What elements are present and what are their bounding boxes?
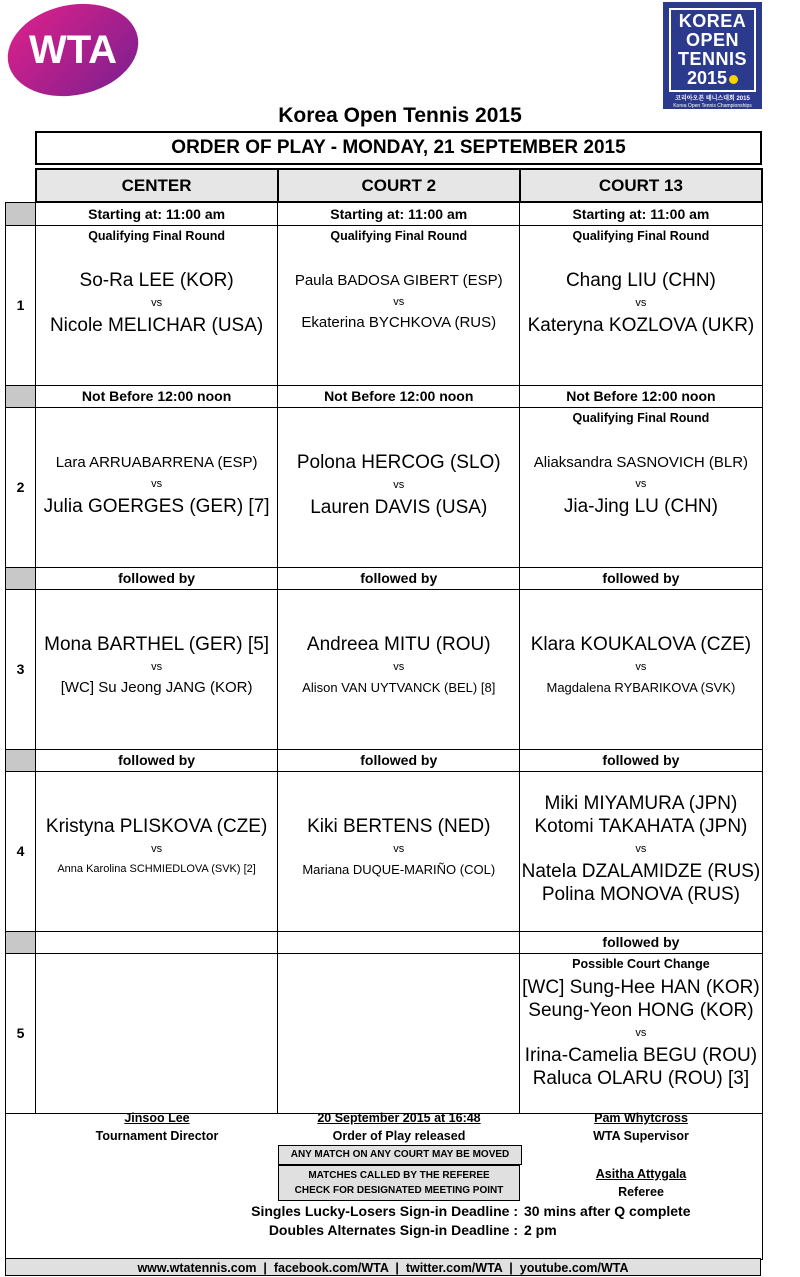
match-cell [520,407,762,567]
team-2-player-a: Natela DZALAMIDZE (RUS) [521,860,761,882]
team-1-player-b: Kotomi TAKAHATA (JPN) [534,815,748,837]
vs-label: vs [151,842,163,855]
player-2: Jia-Jing LU (CHN) [563,495,718,517]
empty-match-cell [36,953,278,1113]
doubles-deadline-label: Doubles Alternates Sign-in Deadline : [268,1222,518,1238]
doubles-deadline-value: 2 pm [524,1222,557,1238]
start-time-label: Starting at: 11:00 am [36,202,278,225]
team-1-player-b: Seung-Yeon HONG (KOR) [528,999,754,1021]
round-label: Qualifying Final Round [572,410,710,425]
team-2-player-b: Raluca OLARU (ROU) [3] [532,1067,750,1089]
vs-label: vs [151,477,163,490]
vs-label: vs [635,842,647,855]
vs-label: vs [635,1026,647,1039]
vs-label: vs [151,296,163,309]
player-1: Andreea MITU (ROU) [306,633,491,655]
player-1: Paula BADOSA GIBERT (ESP) [294,271,503,289]
match-cell [278,407,520,567]
player-2: Nicole MELICHAR (USA) [49,314,264,336]
match-cell [36,771,278,931]
notice-referee-line-2: CHECK FOR DESIGNATED MEETING POINT [294,1185,504,1196]
player-1: Lara ARRUABARRENA (ESP) [55,453,258,471]
row-label-marker [6,202,36,225]
supervisor-title: WTA Supervisor [593,1129,689,1143]
followed-by-label: followed by [36,567,278,589]
referee-block [520,1165,762,1201]
vs-label: vs [635,477,647,490]
empty-label [36,931,278,953]
court-header-court-2: COURT 2 [278,169,520,202]
start-time-label: Starting at: 11:00 am [520,202,762,225]
page-title: Korea Open Tennis 2015 [278,104,522,127]
match-number: 2 [6,407,36,567]
match-cell [520,771,762,931]
match-cell [278,589,520,749]
release-text: Order of Play released [332,1129,466,1143]
empty-label [278,931,520,953]
followed-by-label: followed by [520,931,762,953]
release-block [278,1109,520,1145]
logo-subtitle: Korea Open Tennis Championships [673,103,752,109]
singles-deadline-label: Singles Lucky-Losers Sign-in Deadline : [251,1203,518,1219]
match-cell [278,771,520,931]
player-2: Alison VAN UYTVANCK (BEL) [8] [302,679,496,695]
vs-label: vs [635,296,647,309]
row-label-marker [6,385,36,407]
singles-deadline-value: 30 mins after Q complete [524,1203,691,1219]
round-label: Possible Court Change [572,956,710,971]
vs-label: vs [635,660,647,673]
referee-title: Referee [618,1185,664,1199]
order-of-play-table [5,168,763,1114]
start-time-label: Starting at: 11:00 am [278,202,520,225]
player-2: Anna Karolina SCHMIEDLOVA (SVK) [2] [57,862,256,875]
logo-korean-text: 코리아오픈 테니스대회 2015 [675,96,750,102]
player-2: Kateryna KOZLOVA (UKR) [527,314,755,336]
match-number: 3 [6,589,36,749]
followed-by-label: followed by [278,567,520,589]
player-2: Lauren DAVIS (USA) [310,496,488,518]
team-2-player-a: Irina-Camelia BEGU (ROU) [524,1044,758,1066]
player-1: Mona BARTHEL (GER) [5] [44,633,270,655]
match-cell [520,225,762,385]
player-1: So-Ra LEE (KOR) [79,269,234,291]
logo-line-2: OPEN [685,30,739,50]
vs-label: vs [393,478,405,491]
supervisor-name: Pam Whytcross [594,1111,688,1125]
referee-name: Asitha Attygala [595,1167,687,1181]
release-date: 20 September 2015 at 16:48 [317,1111,481,1125]
match-cell [36,407,278,567]
player-1: Kiki BERTENS (NED) [307,815,491,837]
player-2: Julia GOERGES (GER) [7] [43,495,270,517]
not-before-label: Not Before 12:00 noon [278,385,520,407]
match-number: 1 [6,225,36,385]
player-2: Ekaterina BYCHKOVA (RUS) [301,313,497,331]
notice-referee [278,1165,520,1201]
match-cell [520,953,762,1113]
team-2-player-b: Polina MONOVA (RUS) [541,883,740,905]
team-1-player-a: Miki MIYAMURA (JPN) [544,792,738,814]
supervisor-block [520,1109,762,1145]
footer-section [5,1107,763,1260]
player-2: Mariana DUQUE-MARIÑO (COL) [302,861,496,877]
match-cell [278,225,520,385]
player-1: Polona HERCOG (SLO) [296,451,501,473]
team-1-player-a: [WC] Sung-Hee HAN (KOR) [522,976,760,998]
vs-label: vs [393,660,405,673]
court-header-center: CENTER [36,169,278,202]
row-label-marker [6,931,36,953]
match-cell [520,589,762,749]
order-of-play-title: ORDER OF PLAY - MONDAY, 21 SEPTEMBER 2015 [35,131,762,165]
match-number: 4 [6,771,36,931]
round-label: Qualifying Final Round [330,228,468,243]
director-title: Tournament Director [95,1129,219,1143]
match-cell [36,225,278,385]
notice-referee-line-1: MATCHES CALLED BY THE REFEREE [308,1170,490,1181]
match-cell [36,589,278,749]
logo-line-1: KOREA [678,11,747,31]
followed-by-label: followed by [520,567,762,589]
vs-label: vs [393,842,405,855]
round-label: Qualifying Final Round [88,228,225,243]
wta-logo-text: WTA [28,28,118,72]
vs-label: vs [151,660,163,673]
corner-cell [6,169,36,202]
tennis-ball-icon [729,75,738,84]
korea-open-logo [663,2,762,109]
logo-line-3: TENNIS [677,49,747,69]
notice-moved: ANY MATCH ON ANY COURT MAY BE MOVED [278,1145,522,1165]
logo-year: 2015 [686,68,728,88]
vs-label: vs [393,295,405,308]
tournament-director-block [36,1109,278,1145]
wta-logo [5,3,141,97]
player-1: Aliaksandra SASNOVICH (BLR) [533,453,749,471]
match-number: 5 [6,953,36,1113]
director-name: Jinsoo Lee [124,1111,190,1125]
social-links-bar: www.wtatennis.com | facebook.com/WTA | twitter.com/WTA | youtube.com/WTA [5,1258,761,1276]
row-label-marker [6,749,36,771]
followed-by-label: followed by [278,749,520,771]
round-label: Qualifying Final Round [572,228,710,243]
followed-by-label: followed by [36,749,278,771]
followed-by-label: followed by [520,749,762,771]
player-2: Magdalena RYBARIKOVA (SVK) [546,679,736,695]
player-1: Klara KOUKALOVA (CZE) [530,633,752,655]
not-before-label: Not Before 12:00 noon [36,385,278,407]
empty-match-cell [278,953,520,1113]
player-1: Kristyna PLISKOVA (CZE) [45,815,268,837]
not-before-label: Not Before 12:00 noon [520,385,762,407]
row-label-marker [6,567,36,589]
court-header-court-13: COURT 13 [520,169,762,202]
player-1: Chang LIU (CHN) [565,269,716,291]
player-2: [WC] Su Jeong JANG (KOR) [60,678,253,696]
